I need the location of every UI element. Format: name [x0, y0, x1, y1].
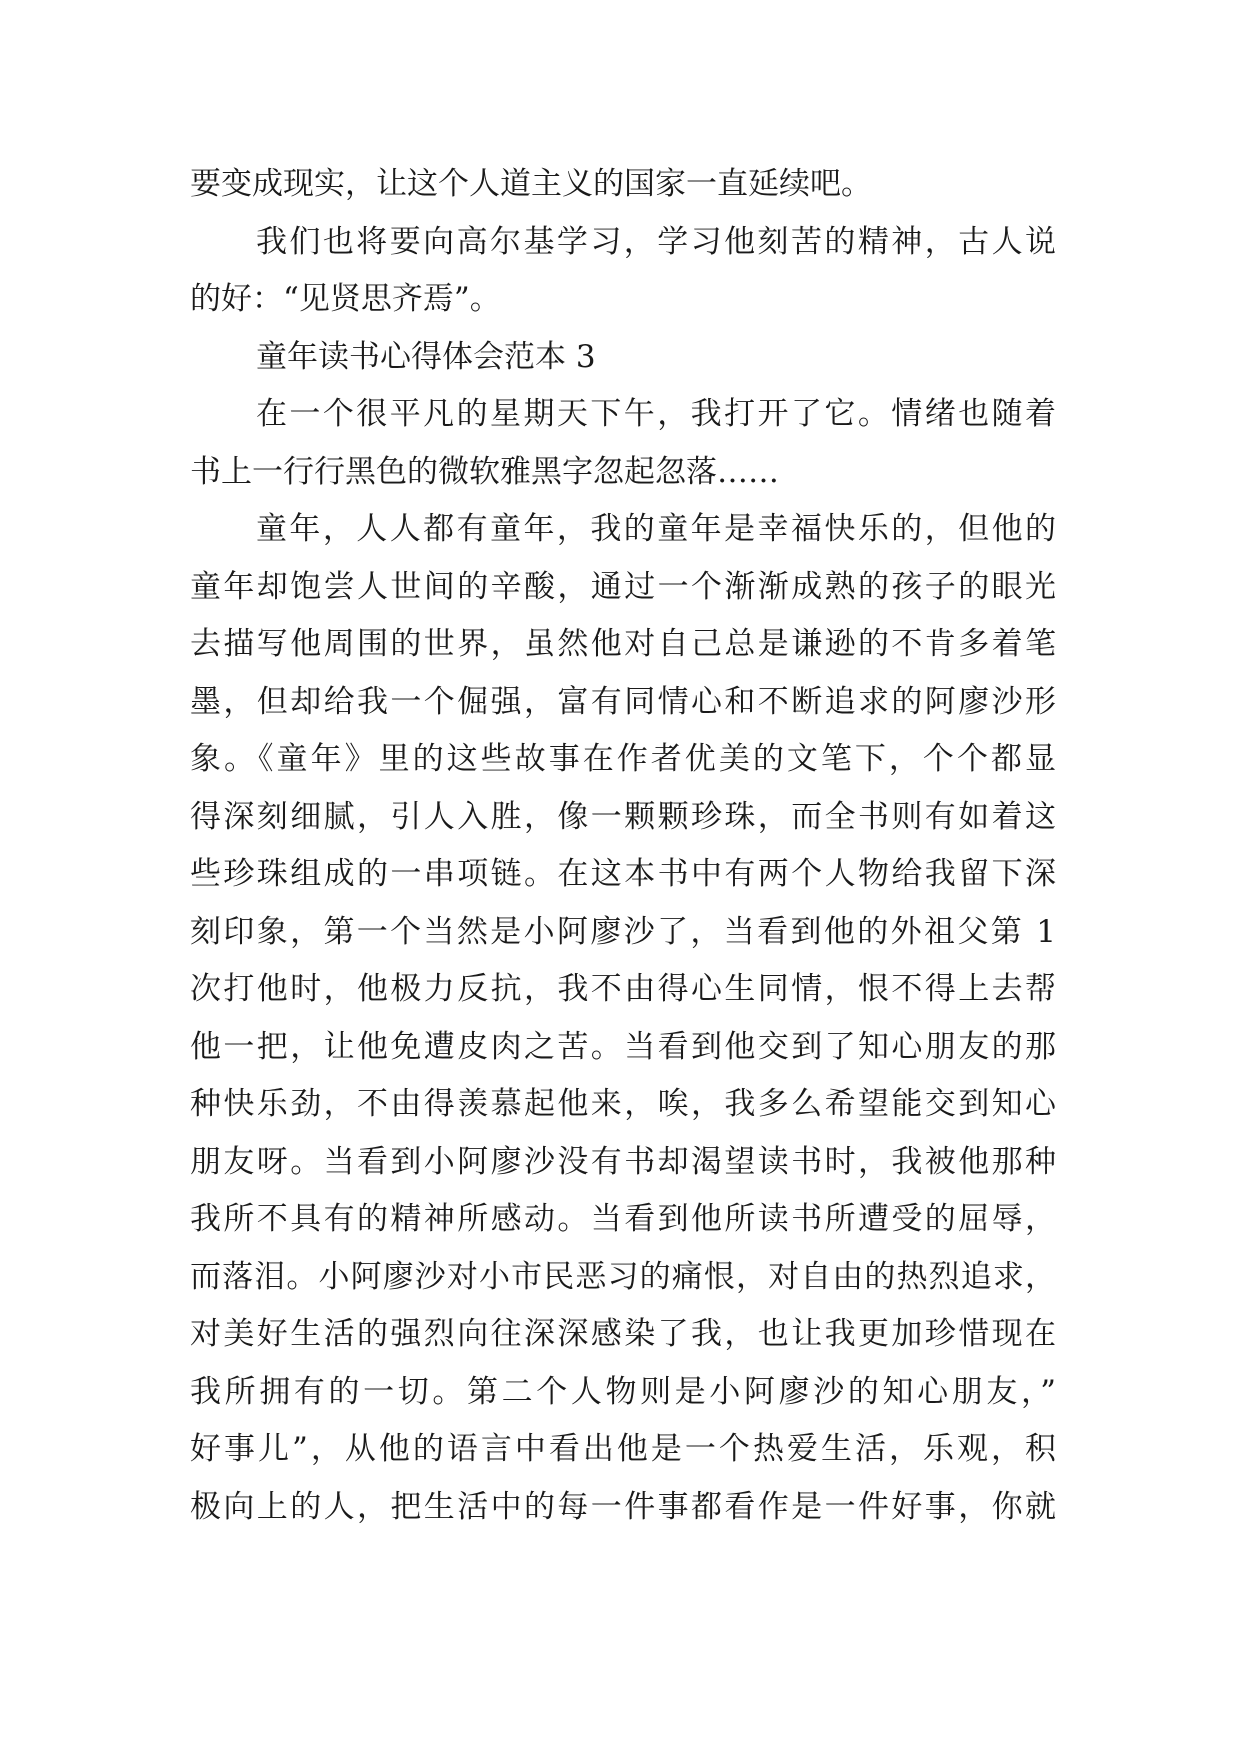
text-line: 我所不具有的精神所感动。当看到他所读书所遭受的屈辱， [190, 1201, 1056, 1237]
text-line: 极向上的人，把生活中的每一件事都看作是一件好事，你就 [190, 1488, 1056, 1525]
text-line: 墨，但却给我一个倔强，富有同情心和不断追求的阿廖沙形 [190, 683, 1056, 720]
text-line: 刻印象，第一个当然是小阿廖沙了，当看到他的外祖父第 1 [190, 913, 1056, 950]
text-line: 对美好生活的强烈向往深深感染了我，也让我更加珍惜现在 [190, 1316, 1056, 1352]
document-page [190, 156, 1056, 1536]
text-line: 书上一行行黑色的微软雅黑字忽起忽落…… [190, 453, 779, 490]
text-line: 象。《童年》里的这些故事在作者优美的文笔下，个个都显 [190, 741, 1056, 777]
text-line: 种快乐劲，不由得羡慕起他来，唉，我多么希望能交到知心 [190, 1086, 1056, 1122]
text-line: 我们也将要向高尔基学习，学习他刻苦的精神，古人说 [256, 223, 1056, 260]
text-line: 得深刻细腻，引人入胜，像一颗颗珍珠，而全书则有如着这 [190, 798, 1056, 835]
section-heading: 童年读书心得体会范本 3 [256, 338, 596, 375]
text-line: 要变成现实，让这个人道主义的国家一直延续吧。 [190, 166, 872, 202]
text-line: 次打他时，他极力反抗，我不由得心生同情，恨不得上去帮 [190, 971, 1056, 1007]
text-line: 他一把，让他免遭皮肉之苦。当看到他交到了知心朋友的那 [190, 1028, 1056, 1065]
text-line: 童年却饱尝人世间的辛酸，通过一个渐渐成熟的孩子的眼光 [190, 568, 1056, 605]
text-line: 去描写他周围的世界，虽然他对自己总是谦逊的不肯多着笔 [190, 626, 1056, 662]
text-line: 而落泪。小阿廖沙对小市民恶习的痛恨，对自由的热烈追求， [190, 1258, 1056, 1295]
text-line: 朋友呀。当看到小阿廖沙没有书却渴望读书时，我被他那种 [190, 1143, 1056, 1180]
text-line: 我所拥有的一切。第二个人物则是小阿廖沙的知心朋友，” [190, 1373, 1056, 1410]
text-line: 在一个很平凡的星期天下午，我打开了它。情绪也随着 [256, 396, 1056, 432]
text-line: 的好：“见贤思齐焉”。 [190, 281, 501, 317]
text-line: 童年，人人都有童年，我的童年是幸福快乐的，但他的 [256, 511, 1056, 547]
text-line: 些珍珠组成的一串项链。在这本书中有两个人物给我留下深 [190, 856, 1056, 892]
text-line: 好事儿”，从他的语言中看出他是一个热爱生活，乐观，积 [190, 1431, 1056, 1467]
